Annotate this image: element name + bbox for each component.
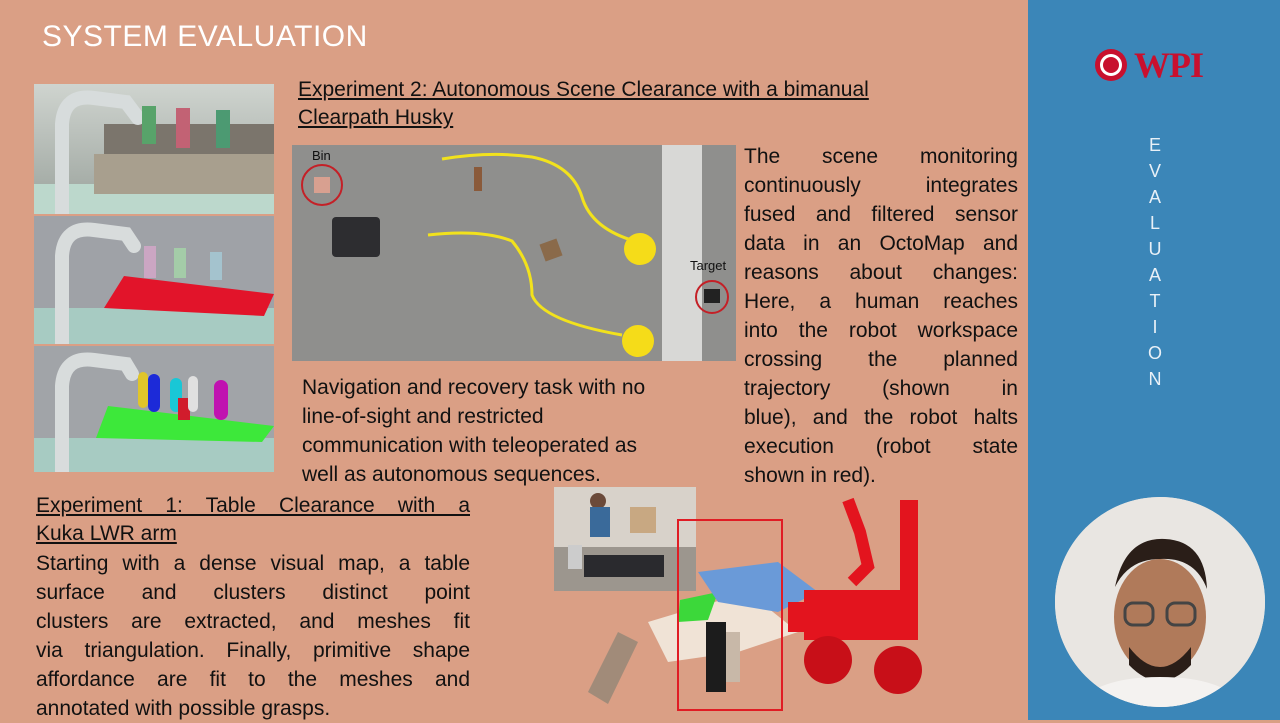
monitor-line: Here, a human reaches	[744, 290, 1018, 313]
bin-label: Bin	[312, 148, 331, 163]
vertical-letter: A	[1148, 187, 1161, 207]
caption-line: communication with teleoperated as	[302, 434, 638, 457]
presenter-avatar-graphic	[1055, 497, 1265, 707]
scene-monitoring-text	[744, 142, 1018, 490]
monitor-line: blue), and the robot halts	[744, 406, 1018, 429]
body-line: annotated with possible grasps.	[36, 697, 331, 720]
monitor-line: continuously integrates	[744, 174, 1018, 197]
monitor-line: reasons about changes:	[744, 261, 1018, 284]
monitor-line: crossing the planned	[744, 348, 1018, 371]
vertical-letter: N	[1148, 369, 1162, 389]
monitor-line: into the robot workspace	[744, 319, 1018, 342]
experiment-1-body	[36, 549, 470, 723]
body-line: via triangulation. Finally, primitive shape	[36, 639, 470, 662]
slide-title: SYSTEM EVALUATION	[42, 20, 368, 53]
monitor-line: The scene monitoring	[744, 145, 1018, 168]
experiment-1-heading-line2: Kuka LWR arm	[36, 522, 177, 545]
robot-state-graphic	[578, 492, 938, 720]
experiment-2-heading	[298, 76, 998, 132]
husky-navigation-figure	[292, 145, 736, 361]
kuka-photo-real	[34, 84, 274, 214]
vertical-letter: U	[1148, 239, 1162, 259]
vertical-letter: L	[1149, 213, 1160, 233]
robot-state-octomap-render	[578, 492, 938, 720]
presenter-webcam	[1055, 497, 1265, 707]
vertical-letter: A	[1148, 265, 1161, 285]
experiment-2-caption	[302, 373, 722, 489]
kuka-octomap-view	[34, 216, 274, 344]
monitor-line: shown in red).	[744, 464, 876, 487]
kuka-primitive-shapes-view	[34, 346, 274, 472]
body-line: clusters are extracted, and meshes fit	[36, 610, 470, 633]
caption-line: line-of-sight and restricted	[302, 405, 544, 428]
monitor-line: fused and filtered sensor	[744, 203, 1018, 226]
wpi-logo-text: WPI	[1134, 45, 1203, 85]
kuka-scene-1-graphic	[34, 84, 274, 214]
vertical-letter: I	[1152, 317, 1158, 337]
caption-line: Navigation and recovery task with no	[302, 376, 646, 399]
vertical-letter: V	[1148, 161, 1161, 181]
kuka-scene-2-graphic	[34, 216, 274, 344]
wpi-logo	[1094, 44, 1203, 86]
experiment-1-heading-line1: Experiment 1: Table Clearance with a	[36, 494, 470, 517]
husky-navigation-graphic	[292, 145, 736, 361]
kuka-scene-3-graphic	[34, 346, 274, 472]
body-line: affordance are fit to the meshes and	[36, 668, 470, 691]
vertical-letter: T	[1149, 291, 1161, 311]
monitor-line: data in an OctoMap and	[744, 232, 1018, 255]
body-line: surface and clusters distinct point	[36, 581, 470, 604]
vertical-letter: O	[1147, 343, 1162, 363]
target-label: Target	[690, 258, 727, 273]
caption-line: well as autonomous sequences.	[302, 463, 601, 486]
vertical-letter: E	[1148, 135, 1161, 155]
monitor-line: execution (robot state	[744, 435, 1018, 458]
body-line: Starting with a dense visual map, a table	[36, 552, 470, 575]
sidebar-vertical-label	[1145, 132, 1165, 392]
experiment-2-heading-line1: Experiment 2: Autonomous Scene Clearance with a bimanual	[298, 78, 869, 101]
experiment-1-heading	[36, 492, 470, 548]
wpi-seal-icon	[1094, 48, 1128, 82]
experiment-2-heading-line2: Clearpath Husky	[298, 106, 454, 129]
monitor-line: trajectory (shown in	[744, 377, 1018, 400]
